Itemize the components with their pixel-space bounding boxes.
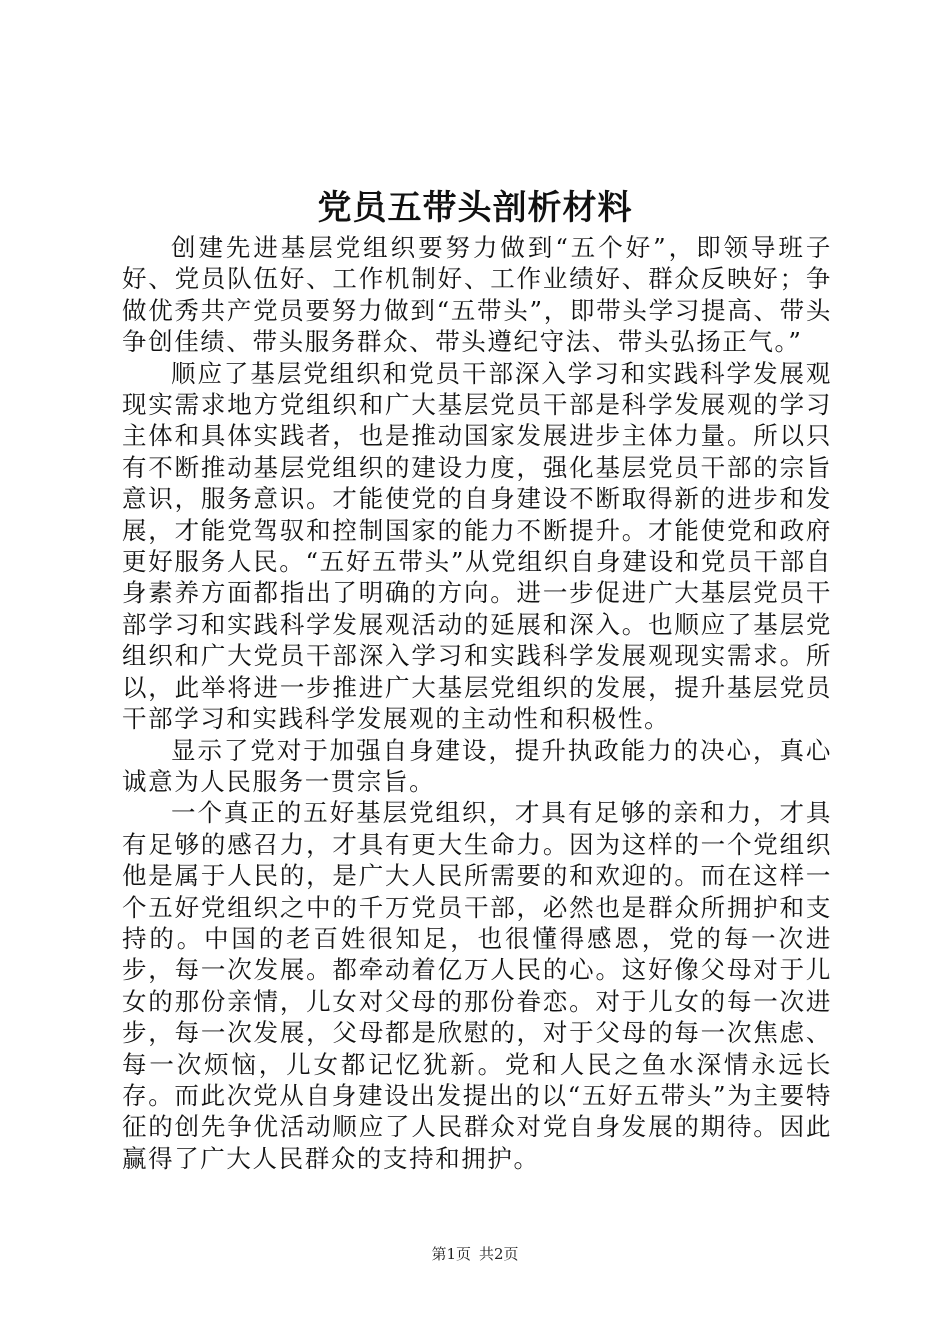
- paragraph: 一个真正的五好基层党组织，才具有足够的亲和力，才具有足够的感召力，才具有更大生命力。因为这样的一个党组织他是属于人民的，是广大人民所需要的和欢迎的。而在这样一个五好党组织之中的千万党员干部，必然也是群众所拥护和支持的。中国的老百姓很知足，也很懂得感恩，党的每一次进步，每一次发展。都牵动着亿万人民的心。这好像父母对于儿女的那份亲情，儿女对父母的那份眷恋。对于儿女的每一次进步，每一次发展，父母都是欣慰的，对于父母的每一次焦虑、每一次烦恼，儿女都记忆犹新。党和人民之鱼水深情永远长存。而此次党从自身建设出发提出的以“五好五带头”为主要特征的创先争优活动顺应了人民群众对党自身发展的期待。因此赢得了广大人民群众的支持和拥护。: [122, 798, 832, 1173]
- paragraph: 顺应了基层党组织和党员干部深入学习和实践科学发展观现实需求地方党组织和广大基层党员干部是科学发展观的学习主体和具体实践者，也是推动国家发展进步主体力量。所以只有不断推动基层党组织的建设力度，强化基层党员干部的宗旨意识，服务意识。才能使党的自身建设不断取得新的进步和发展，才能党驾驭和控制国家的能力不断提升。才能使党和政府更好服务人民。“五好五带头”从党组织自身建设和党员干部自身素养方面都指出了明确的方向。进一步促进广大基层党员干部学习和实践科学发展观活动的延展和深入。也顺应了基层党组织和广大党员干部深入学习和实践科学发展观现实需求。所以，此举将进一步推进广大基层党组织的发展，提升基层党员干部学习和实践科学发展观的主动性和积极性。: [122, 358, 832, 734]
- paragraph: 创建先进基层党组织要努力做到“五个好”，即领导班子好、党员队伍好、工作机制好、工作业绩好、群众反映好；争做优秀共产党员要努力做到“五带头”，即带头学习提高、带头争创佳绩、带头服务群众、带头遵纪守法、带头弘扬正气。”: [122, 233, 832, 357]
- page-number: 第1页: [431, 1245, 471, 1263]
- paragraph: 显示了党对于加强自身建设，提升执政能力的决心，真心诚意为人民服务一贯宗旨。: [122, 735, 832, 796]
- document-title: 党员五带头剖析材料: [317, 188, 633, 228]
- document-body: [122, 232, 832, 1174]
- page-footer: [0, 1244, 950, 1264]
- page-total: 共2页: [479, 1245, 519, 1263]
